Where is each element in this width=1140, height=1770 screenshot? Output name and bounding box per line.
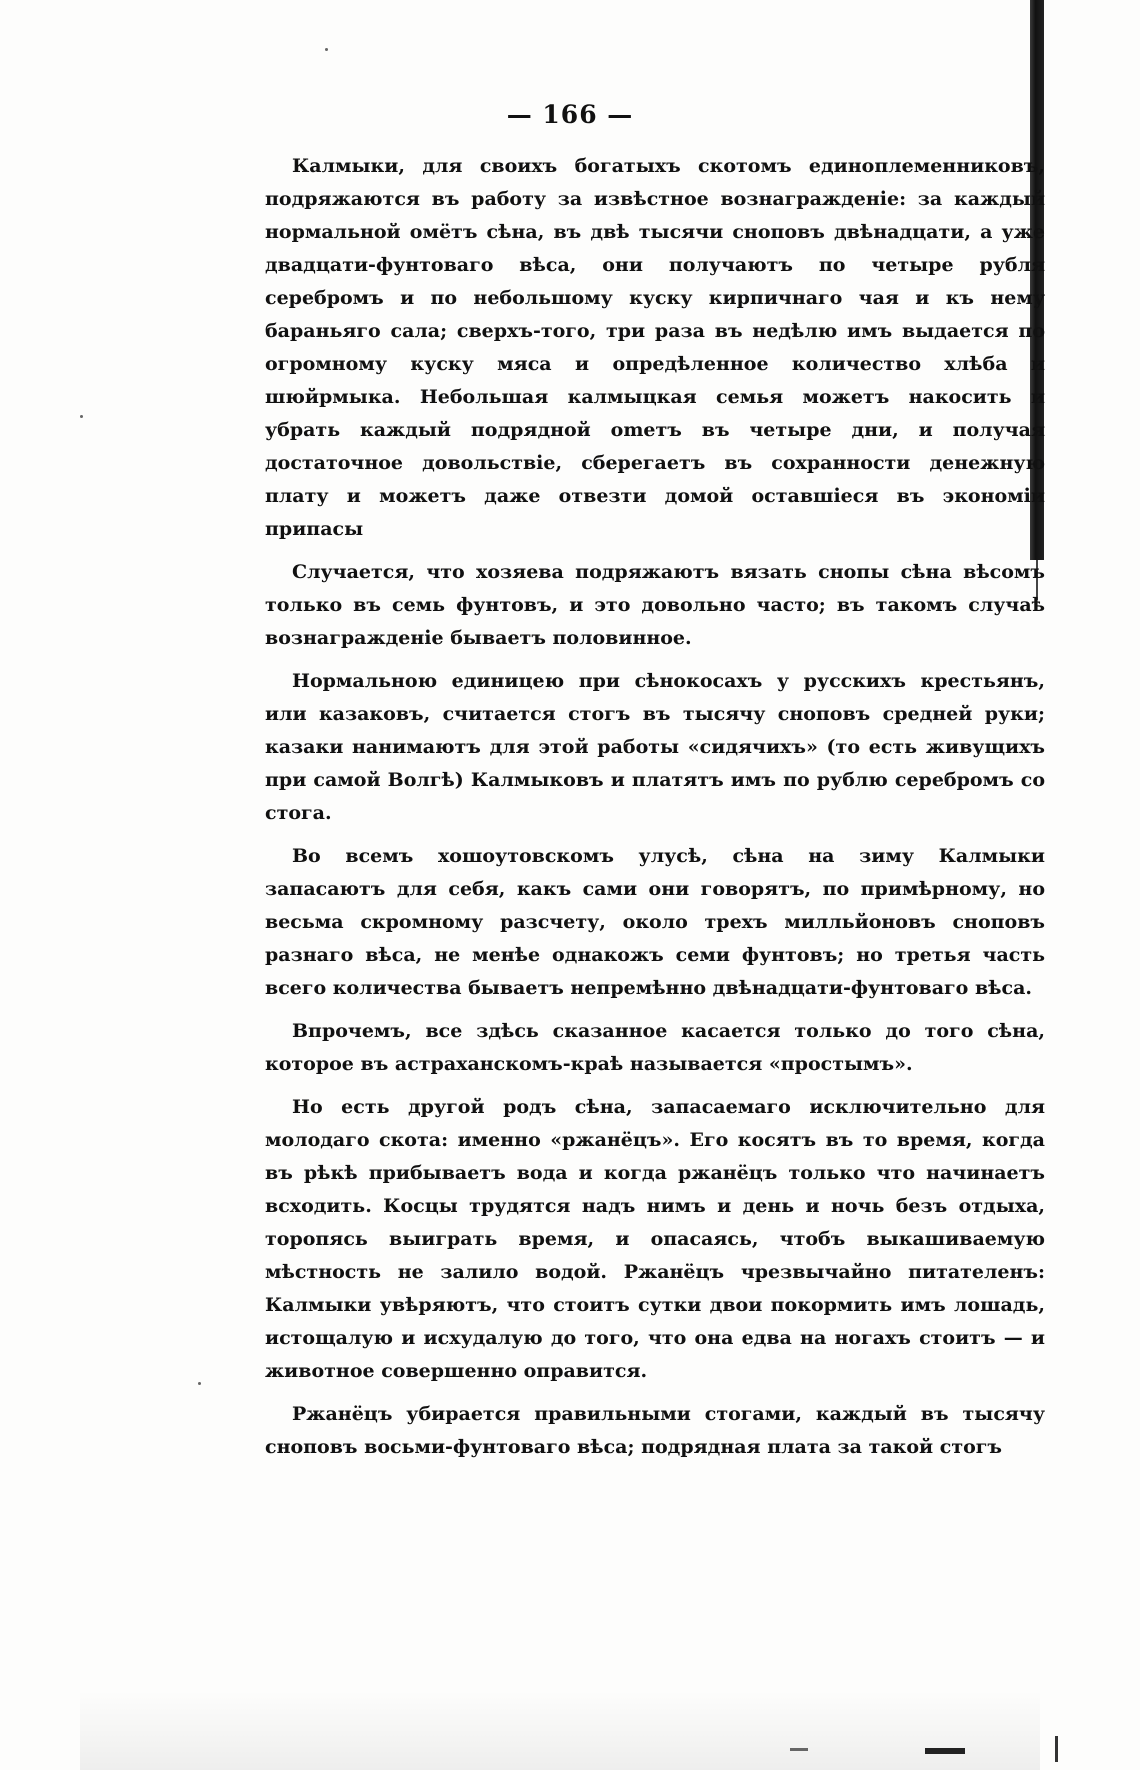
scan-artifact bbox=[790, 1748, 808, 1751]
paragraph: Случается, что хозяева подряжаютъ вязать снопы сѣна вѣсомъ только въ семь фунтовъ, и это довольно часто; въ такомъ случаѣ вознагражденіе бываетъ половинное. bbox=[265, 561, 1045, 649]
paragraph: Ржанёцъ убирается правильными стогами, каждый въ тысячу сноповъ восьми-фунтоваго вѣса; подрядная плата за такой стогъ bbox=[265, 1403, 1045, 1458]
paragraph: Но есть другой родъ сѣна, запасаемаго исключительно для молодаго скота: именно «ржанёцъ». Его косятъ въ то время, когда въ рѣкѣ прибываетъ вода и когда ржанёцъ только что начинаетъ всходить. Косцы трудятся надъ нимъ и день и ночь безъ отдыха, торопясь выиграть время, и опасаясь, чтобъ выкашиваемую мѣстность не залило водой. Ржанёцъ чрезвычайно питателенъ: Калмыки увѣряютъ, что стоитъ сутки двои покормить имъ лошадь, истощалую и исхудалую до того, что она едва на ногахъ стоитъ — и животное совершенно оправится. bbox=[265, 1096, 1045, 1382]
scan-speck bbox=[80, 415, 83, 418]
body-text bbox=[265, 150, 1045, 1474]
scan-speck bbox=[198, 1382, 201, 1385]
page-bottom-edge bbox=[80, 1690, 1040, 1770]
paragraph: Во всемъ хошоутовскомъ улусѣ, сѣна на зиму Калмыки запасаютъ для себя, какъ сами они говорятъ, по примѣрному, но весьма скромному разсчету, около трехъ милльйоновъ сноповъ разнаго вѣса, не менѣе однакожъ семи фунтовъ; но третья часть всего количества бываетъ непремѣнно двѣнадцати-фунтоваго вѣса. bbox=[265, 845, 1045, 999]
scan-artifact bbox=[925, 1748, 965, 1754]
paragraph: Калмыки, для своихъ богатыхъ скотомъ единоплеменниковъ, подряжаются въ работу за извѣстное вознагражденіе: за каждый нормальной омётъ сѣна, въ двѣ тысячи сноповъ двѣнадцати, а уже двадцати-фунтоваго вѣса, они получаютъ по четыре рубля серебромъ и по небольшому куску кирпичнаго чая и къ нему бараньяго сала; сверхъ-того, три раза въ недѣлю имъ выдается по огромному куску мяса и опредѣленное количество хлѣба и шюйрмыка. Небольшая калмыцкая семья можетъ накосить и убрать каждый подрядной оmетъ въ четыре дни, и получая достаточное довольствіе, сберегаетъ въ сохранности денежную плату и можетъ даже отвезти домой оставшіеся въ экономіи припасы bbox=[265, 155, 1045, 540]
paragraph: Нормальною единицею при сѣнокосахъ у русскихъ крестьянъ, или казаковъ, считается стогъ въ тысячу сноповъ средней руки; казаки нанимаютъ для этой работы «сидячихъ» (то есть живущихъ при самой Волгѣ) Калмыковъ и платятъ имъ по рублю серебромъ со стога. bbox=[265, 670, 1045, 824]
paragraph: Впрочемъ, все здѣсь сказанное касается только до того сѣна, которое въ астраханскомъ-краѣ называется «простымъ». bbox=[265, 1020, 1045, 1075]
scan-artifact bbox=[1055, 1736, 1058, 1762]
scan-speck bbox=[325, 48, 328, 51]
page-number: — 166 — bbox=[506, 100, 634, 129]
